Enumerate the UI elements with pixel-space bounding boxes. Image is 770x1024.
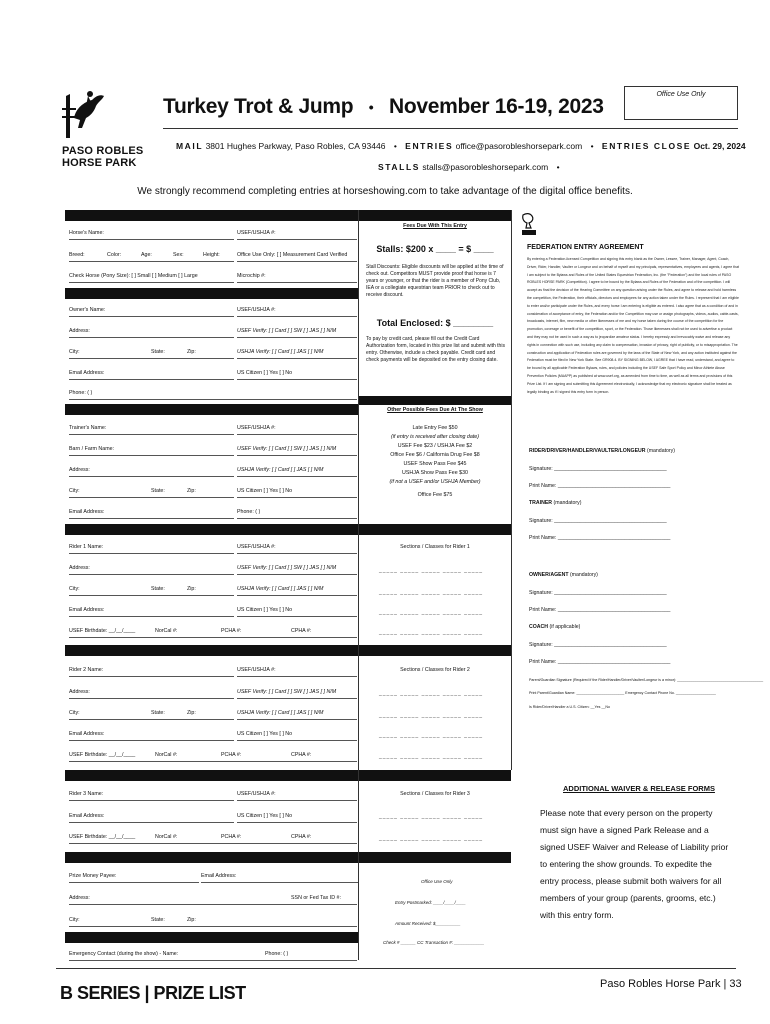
age-label: Age: — [141, 252, 152, 258]
office-fee-75: Office Fee $75 — [417, 492, 453, 498]
city-label: City: — [69, 917, 80, 923]
pcha-label: PCHA #: — [221, 834, 242, 840]
page-title — [163, 95, 604, 119]
rider2-citizen-field[interactable]: US Citizen [ ] Yes [ ] No — [237, 729, 357, 741]
event-name: Turkey Trot & Jump — [163, 95, 354, 118]
city-label: City: — [69, 349, 80, 355]
rider1-usef-field[interactable]: USEF/USHJA #: — [237, 542, 357, 554]
section-bar — [65, 932, 358, 943]
stalls-fee-line[interactable]: Stalls: $200 x ____ = $ ____ — [376, 244, 494, 254]
trainer-city-row[interactable] — [69, 486, 234, 498]
trainer-phone-field[interactable]: Phone: ( ) — [237, 507, 357, 519]
section-bar — [65, 404, 358, 415]
series-label: B SERIES | PRIZE LIST — [60, 983, 246, 1003]
owner-signature-heading: OWNER/AGENT (mandatory) — [529, 572, 598, 578]
section-bar — [65, 524, 358, 535]
prize-city-row[interactable] — [69, 915, 357, 927]
emergency-name-label: Emergency Contact (during the show) - Name: — [69, 951, 179, 957]
zip-label: Zip: — [187, 710, 196, 716]
other-fees-header: Other Possible Fees Due At The Show — [387, 407, 483, 413]
trainer-address-field[interactable]: Address: — [69, 465, 234, 477]
zip-label: Zip: — [187, 488, 196, 494]
rider3-sections-label: Sections / Classes for Rider 3 — [400, 791, 470, 797]
rider-signature-heading: RIDER/DRIVER/HANDLER/VAULTER/LONGEUR (mandatory) — [529, 448, 675, 454]
waiver-heading: ADDITIONAL WAIVER & RELEASE FORMS — [563, 784, 715, 793]
stalls-email[interactable]: stalls@pasorobleshorsepark.com — [422, 162, 549, 172]
bullet-2: • — [590, 141, 594, 151]
birthdate-label: USEF Birthdate: __/__/____ — [69, 834, 136, 840]
stall-discounts-text: Stall Discounts: Eligible discounts will be applied at the time of check out. Competitors MUST provide proof that horse is 7 years or younger, or that the rider is a member of Pony Club, IEA or a collegiate equestrian team PRIOR to check out to receive discount. — [366, 264, 504, 298]
ushja-show-pass: USHJA Show Pass Fee $30 — [402, 470, 468, 476]
horse-jumper-icon — [62, 88, 108, 140]
rider2-city-row[interactable] — [69, 708, 234, 720]
color-label: Color: — [107, 252, 122, 258]
ssn-label: SSN or Fed Tax ID #: — [291, 895, 341, 901]
fees-header: Fees Due With This Entry — [403, 223, 467, 229]
city-label: City: — [69, 488, 80, 494]
event-dates: November 16-19, 2023 — [388, 95, 604, 118]
entries-email[interactable]: office@pasorobleshorsepark.com — [455, 141, 583, 151]
citizenship-question[interactable]: Is Rider/Driver/Handler a U.S. Citizen: __Yes __No — [529, 705, 610, 709]
coach-signature-heading: COACH (if applicable) — [529, 624, 581, 630]
rider2-class-line[interactable]: _____ _____ _____ _____ _____ — [379, 754, 484, 760]
other-fees-bar — [359, 396, 511, 405]
trainer-signature-heading: TRAINER (mandatory) — [529, 500, 582, 506]
agreement-title: FEDERATION ENTRY AGREEMENT — [527, 244, 644, 251]
credit-card-note: To pay by credit card, please fill out the Credit Card Authorization form, located in this prize list and submit with this entry. Otherwise, include a check payable. Credit card and check payments will be deposited on the entry closing date. — [366, 336, 505, 363]
owner-email-field[interactable]: Email Address: — [69, 368, 234, 380]
prize-address-row[interactable] — [69, 893, 357, 905]
emergency-phone-label: Phone: ( ) — [265, 951, 289, 957]
check-cc-transaction[interactable]: Check # ______ CC Transaction #: ____________ — [383, 940, 485, 945]
rider1-class-line[interactable]: _____ _____ _____ _____ _____ — [379, 590, 484, 596]
rider2-sections-label: Sections / Classes for Rider 2 — [400, 667, 470, 673]
entries-close-label: ENTRIES CLOSE — [601, 141, 692, 151]
prize-payee-field[interactable]: Prize Money Payee: — [69, 871, 199, 883]
rider3-usef-field[interactable]: USEF/USHJA #: — [237, 789, 357, 801]
rider3-class-line[interactable]: _____ _____ _____ _____ _____ — [379, 814, 484, 820]
pcha-label: PCHA #: — [221, 752, 242, 758]
parent-print-name-field[interactable]: Print Parent/Guardian Name: ________________________ Emergency Contact Phone No. ____________________ — [529, 691, 716, 695]
usef-fee: USEF Fee $23 / USHJA Fee $2 — [397, 443, 473, 449]
address-label: Address: — [69, 895, 90, 901]
trainer-citizen-field[interactable]: US Citizen [ ] Yes [ ] No — [237, 486, 357, 498]
rider2-ushja-verify[interactable]: USHJA Verify: [ ] Card [ ] JAS [ ] N/M — [237, 708, 357, 720]
owner-ushja-verify[interactable]: USHJA Verify: [ ] Card [ ] JAS [ ] N/M — [237, 347, 357, 359]
office-drug-fee: Office Fee $6 / California Drug Fee $8 — [390, 452, 480, 458]
contact-line-1 — [176, 141, 746, 151]
zip-label: Zip: — [187, 586, 196, 592]
check-horse-size[interactable]: Check Horse (Pony Size): [ ] Small [ ] Medium [ ] Large — [69, 271, 234, 283]
rider3-citizen-field[interactable]: US Citizen [ ] Yes [ ] No — [237, 811, 357, 823]
rider1-bar — [359, 524, 511, 535]
microchip-field[interactable]: Microchip #: — [237, 271, 357, 283]
state-label: State: — [151, 917, 165, 923]
owner-citizen-field[interactable]: US Citizen [ ] Yes [ ] No — [237, 368, 357, 380]
rider2-email-field[interactable]: Email Address: — [69, 729, 234, 741]
header-rule — [163, 128, 738, 129]
norcal-label: NorCal #: — [155, 628, 178, 634]
entries-label: ENTRIES — [405, 141, 454, 151]
waiver-text: Please note that every person on the property must sign have a signed Park Release and a signed USEF Waiver and Release of Liability prior to entering the show grounds. To expedite the entry process, please submit both waivers for all members of your group (parents, grooms, etc.) with this entry form. — [540, 808, 729, 920]
rider3-name-field[interactable]: Rider 3 Name: — [69, 789, 234, 801]
paso-robles-logo — [62, 88, 157, 168]
section-bar — [65, 210, 358, 221]
rider2-class-line[interactable]: _____ _____ _____ _____ _____ — [379, 733, 484, 739]
owner-usef-verify[interactable]: USEF Verify: [ ] Card [ ] SW [ ] JAS [ ] N/M — [237, 326, 357, 338]
office-bar — [359, 852, 511, 863]
title-separator: • — [368, 99, 374, 116]
rider2-numbers-row[interactable] — [69, 750, 357, 762]
parent-signature-field[interactable]: Parent/Guardian Signature (Required if the Rider/Handler/Driver/Vaulter/Longeur is a minor): ___________________________________________ — [529, 678, 764, 682]
state-label: State: — [151, 710, 165, 716]
stalls-label: STALLS — [378, 162, 421, 172]
rider1-ushja-verify[interactable]: USHJA Verify: [ ] Card [ ] JAS [ ] N/M — [237, 584, 357, 596]
office-use-label: Office Use Only — [656, 91, 706, 98]
rider1-name-field[interactable]: Rider 1 Name: — [69, 542, 234, 554]
barn-name-field[interactable]: Barn / Farm Name: — [69, 444, 234, 456]
office-use-box — [624, 86, 738, 120]
rider1-usef-verify[interactable]: USEF Verify: [ ] Card [ ] SW [ ] JAS [ ] N/M — [237, 563, 357, 575]
rider1-class-line[interactable]: _____ _____ _____ _____ _____ — [379, 630, 484, 636]
trainer-print-name-field[interactable]: Print Name: _______________________________________ — [529, 535, 671, 541]
fees-top-bar — [359, 210, 511, 221]
total-enclosed[interactable]: Total Enclosed: $ ________ — [376, 318, 494, 328]
rider2-class-line[interactable]: _____ _____ _____ _____ _____ — [379, 713, 484, 719]
coach-signature-field[interactable]: Signature: _______________________________________ — [529, 642, 667, 648]
horse-name-field[interactable]: Horse's Name: — [69, 228, 234, 240]
zip-label: Zip: — [187, 917, 196, 923]
rider2-usef-field[interactable]: USEF/USHJA #: — [237, 665, 357, 677]
entries-close-date: Oct. 29, 2024 — [693, 141, 746, 151]
rider-print-name-field[interactable]: Print Name: _______________________________________ — [529, 483, 671, 489]
logo-line-1: PASO ROBLES — [62, 145, 144, 157]
rider3-bar — [359, 770, 511, 781]
prize-email-field[interactable]: Email Address: — [201, 871, 358, 883]
trainer-signature-field[interactable]: Signature: _______________________________________ — [529, 518, 667, 524]
section-bar — [65, 288, 358, 299]
entry-postmarked[interactable]: Entry Postmarked: ____/____/____ — [395, 900, 466, 905]
cpha-label: CPHA #: — [291, 834, 312, 840]
owner-signature-field[interactable]: Signature: _______________________________________ — [529, 590, 667, 596]
norcal-label: NorCal #: — [155, 752, 178, 758]
footer-rule — [56, 968, 736, 969]
rider-signature-field[interactable]: Signature: _______________________________________ — [529, 466, 667, 472]
birthdate-label: USEF Birthdate: __/__/____ — [69, 628, 136, 634]
rider2-usef-verify[interactable]: USEF Verify: [ ] Card [ ] SW [ ] JAS [ ] N/M — [237, 687, 357, 699]
horse-usef-field[interactable]: USEF/USHJA #: — [237, 228, 357, 240]
rider1-address-field[interactable]: Address: — [69, 563, 234, 575]
section-bar — [65, 770, 358, 781]
cpha-label: CPHA #: — [291, 628, 312, 634]
amount-received[interactable]: Amount Received: $__________ — [395, 921, 461, 926]
owner-print-name-field[interactable]: Print Name: _______________________________________ — [529, 607, 671, 613]
late-fee-note: (if entry is received after closing date) — [390, 434, 480, 440]
rider1-sections-label: Sections / Classes for Rider 1 — [400, 544, 470, 550]
contact-line-2 — [378, 162, 566, 172]
rider3-class-line[interactable]: _____ _____ _____ _____ _____ — [379, 836, 484, 842]
rider2-name-field[interactable]: Rider 2 Name: — [69, 665, 234, 677]
usef-show-pass: USEF Show Pass Fee $45 — [403, 461, 467, 467]
trainer-name-field[interactable]: Trainer's Name: — [69, 423, 234, 435]
rider1-class-line[interactable]: _____ _____ _____ _____ _____ — [379, 610, 484, 616]
owner-name-field[interactable]: Owner's Name: — [69, 305, 234, 317]
height-label: Height: — [203, 252, 220, 258]
rider2-address-field[interactable]: Address: — [69, 687, 234, 699]
zip-label: Zip: — [187, 349, 196, 355]
rider3-numbers-row[interactable] — [69, 832, 357, 844]
pcha-label: PCHA #: — [221, 628, 242, 634]
owner-city-row[interactable] — [69, 347, 234, 359]
mail-address: 3801 Hughes Parkway, Paso Robles, CA 93446 — [205, 141, 386, 151]
late-fee: Late Entry Fee $50 — [412, 425, 458, 431]
section-bar — [65, 645, 358, 656]
bullet-3: • — [556, 162, 560, 172]
breed-label: Breed: — [69, 252, 85, 258]
logo-line-2: HORSE PARK — [62, 157, 137, 169]
cpha-label: CPHA #: — [291, 752, 312, 758]
state-label: State: — [151, 586, 165, 592]
rider2-bar — [359, 645, 511, 656]
rider1-citizen-field[interactable]: US Citizen [ ] Yes [ ] No — [237, 605, 357, 617]
nonmember-note: (if not a USEF and/or USHJA Member) — [389, 479, 481, 485]
trainer-email-field[interactable]: Email Address: — [69, 507, 234, 519]
rider1-class-line[interactable]: _____ _____ _____ _____ _____ — [379, 568, 484, 574]
office-use-title: Office Use Only — [421, 879, 453, 884]
owner-usef-field[interactable]: USEF/USHJA #: — [237, 305, 357, 317]
rider3-email-field[interactable]: Email Address: — [69, 811, 234, 823]
column-divider-2 — [511, 210, 512, 770]
rider1-email-field[interactable]: Email Address: — [69, 605, 234, 617]
sex-label: Sex: — [173, 252, 184, 258]
section-bar — [65, 852, 358, 863]
trainer-usef-field[interactable]: USEF/USHJA #: — [237, 423, 357, 435]
rider1-city-row[interactable] — [69, 584, 234, 596]
online-entry-note: We strongly recommend completing entries at horseshowing.com to take advantage of the digital office benefits. — [137, 186, 633, 197]
page-number: Paso Robles Horse Park | 33 — [600, 978, 742, 990]
trainer-usef-verify[interactable]: USEF Verify: [ ] Card [ ] SW [ ] JAS [ ] N/M — [237, 444, 357, 456]
trainer-ushja-verify[interactable]: USHJA Verify: [ ] Card [ ] JAS [ ] N/M — [237, 465, 357, 477]
horse-breed-row[interactable] — [69, 250, 234, 262]
owner-address-field[interactable]: Address: — [69, 326, 234, 338]
mail-label: MAIL — [176, 141, 204, 151]
measurement-card-checkbox[interactable]: Office Use Only: [ ] Measurement Card Verified — [237, 250, 357, 262]
rider1-numbers-row[interactable] — [69, 626, 357, 638]
agreement-legal-text: By entering a Federation-licensed Competition and signing this entry blank as the Owner, Lessee, Trainer, Manager, Agent, Coach, Driver, Rider, Handler, Vaulter or Longeur and on behalf of myself and my principals, representatives, employees and agents, I agree that I am subject to the Bylaws and Rules of the United States Equestrian Federation, Inc. (the "Federation") and the local rules of PASO ROBLES HORSE PARK (Competition). I agree to be bound by the Bylaws and Rules of the Federation and of the competition. I will accept as final the decision of the Hearing Committee on any question arising under the Rules, and agree to release and hold harmless the competition, the Federation, their officials, directors and employees for any action taken under the Rules. I represent that I am eligible to enter and/or participate under the Rules, and every horse I am entering is eligible as entered. I also agree that as a condition of and in consideration of acceptance of entry, the Federation and/or the Competition may use or assign photographs, videos, audios, cable-casts, broadcasts, internet, film, new media or other likenesses of me and my horse taken during the course of the competition for the promotion, coverage or benefit of the competition, sport, or the Federation. Those likenesses shall not be used to advertise a product and they may not be used in such a way as to jeopardize amateur status. I hereby expressly and irrevocably waive and release any rights in connection with such use, including any claim to compensation, invasion of privacy, right of publicity, or to misappropriation. The construction and application of Federation rules are governed by the laws of the State of New York, and any action instituted against the Federation must be filed in New York State. See GR908.4. BY SIGNING BELOW, I AGREE that I have read, understand, and agree to be bound by all applicable Federation Bylaws, rules, and policies including the USEF Safe Sport Policy and Minor Athlete Abuse Prevention Policies (MAAPP) as published at www.usef.org, as amended from time to time, as well as all terms and provisions of this Prize List. If I am signing and submitting this Agreement electronically, I acknowledge that my electronic signature shall be treated as legally binding as if I signed this entry form in person. — [527, 257, 739, 394]
city-label: City: — [69, 586, 80, 592]
bullet-1: • — [393, 141, 397, 151]
emergency-contact-row[interactable] — [69, 949, 357, 961]
owner-phone-field[interactable]: Phone: ( ) — [69, 388, 357, 400]
birthdate-label: USEF Birthdate: __/__/____ — [69, 752, 136, 758]
us-equestrian-logo-icon — [520, 212, 538, 238]
state-label: State: — [151, 488, 165, 494]
norcal-label: NorCal #: — [155, 834, 178, 840]
rider2-class-line[interactable]: _____ _____ _____ _____ _____ — [379, 691, 484, 697]
state-label: State: — [151, 349, 165, 355]
city-label: City: — [69, 710, 80, 716]
other-fees-list — [359, 424, 511, 500]
coach-print-name-field[interactable]: Print Name: _______________________________________ — [529, 659, 671, 665]
